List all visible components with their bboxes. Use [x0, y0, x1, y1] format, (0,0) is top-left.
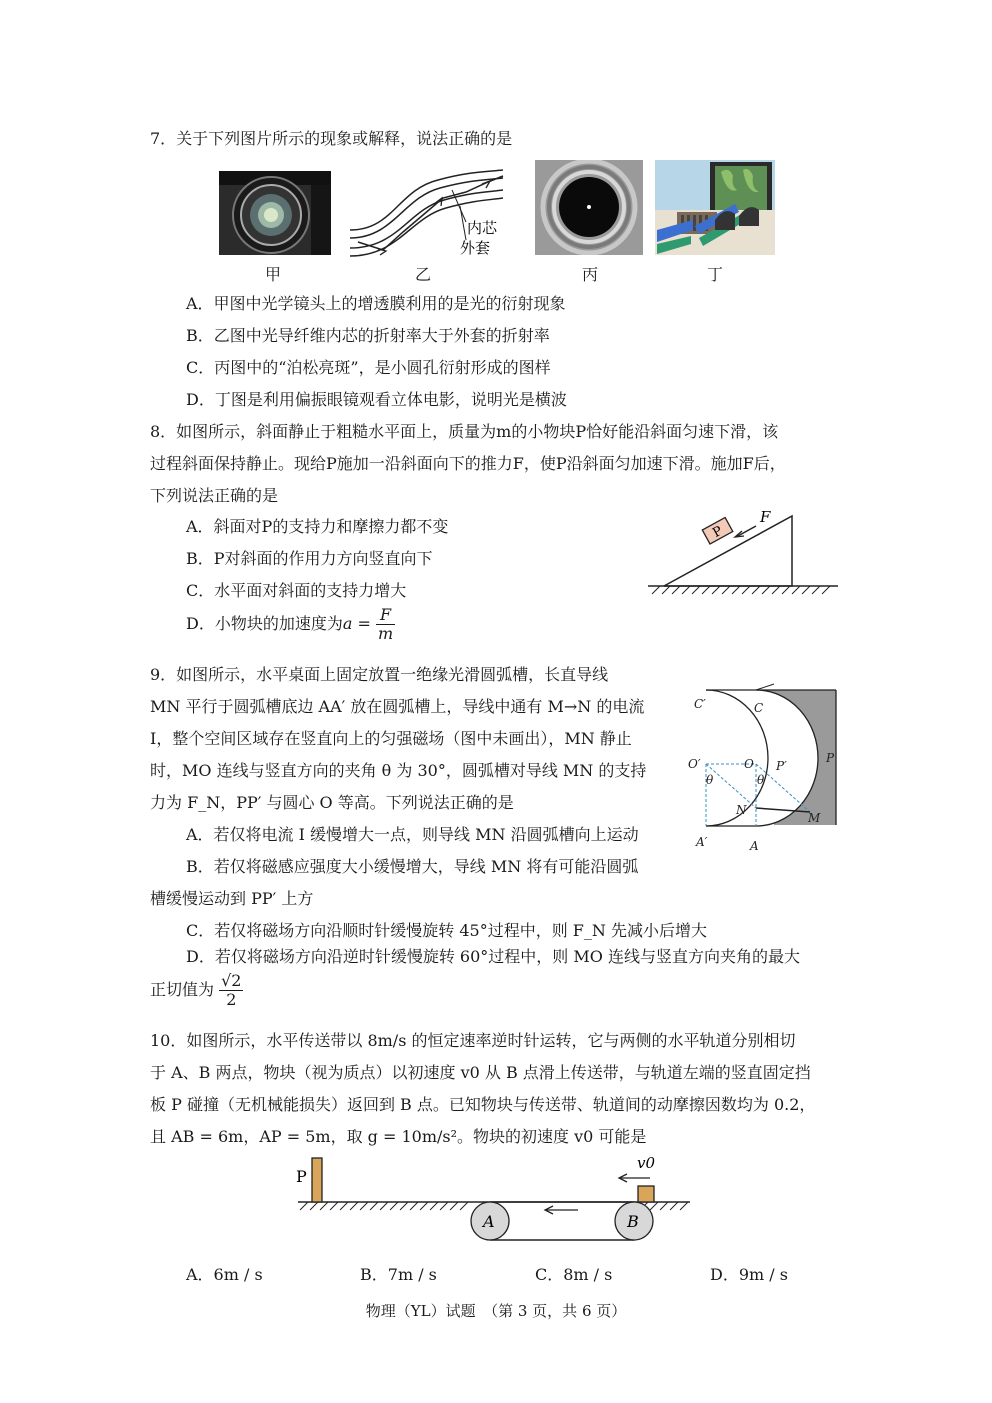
q8-option-d-prefix: D．小物块的加速度为 — [186, 614, 343, 633]
initial-velocity-label: v0 — [637, 1154, 656, 1172]
arc-slot-diagram — [686, 680, 846, 860]
incline-block-label: P — [710, 523, 726, 542]
q8-line-3: 下列说法正确的是 — [150, 486, 279, 505]
q8-line-2: 过程斜面保持静止。现给P施加一沿斜面向下的推力F，使P沿斜面匀加速下滑。施加F后， — [150, 454, 786, 473]
q8-option-d-lhs: a = — [342, 614, 371, 633]
poisson-spot-image — [535, 160, 643, 255]
q10-line-1: 10．如图所示，水平传送带以 8m/s 的恒定速率逆时针运转，它与两侧的水平轨道分别相切 — [150, 1031, 796, 1050]
q9-option-d-tail — [150, 972, 243, 1009]
q7-stem: 7．关于下列图片所示的现象或解释，说法正确的是 — [150, 129, 513, 148]
conveyor-diagram — [290, 1150, 702, 1246]
q7-option-b: B．乙图中光导纤维内芯的折射率大于外套的折射率 — [186, 326, 550, 345]
3d-movie-image — [655, 160, 775, 255]
q10-option-a: A．6m / s — [186, 1265, 263, 1284]
q9-option-d: D．若仅将磁场方向沿逆时针缓慢旋转 60°过程中，则 MO 连线与竖直方向夹角的最大 — [186, 947, 800, 966]
q9-option-b-cont: 槽缓慢运动到 PP′ 上方 — [150, 889, 314, 908]
q10-option-b: B．7m / s — [360, 1265, 437, 1284]
q9-option-d-tail-text: 正切值为 — [150, 980, 215, 999]
fiber-cladding-label: 外套 — [460, 239, 491, 257]
q8-option-c: C．水平面对斜面的支持力增大 — [186, 581, 407, 600]
label-a: A — [750, 839, 759, 853]
q9-line-4: 时，MO 连线与竖直方向的夹角 θ 为 30°，圆弧槽对导线 MN 的支持 — [150, 761, 647, 780]
camera-lens-image — [219, 171, 331, 255]
label-n: N — [736, 803, 747, 817]
q8-line-1: 8．如图所示，斜面静止于粗糙水平面上，质量为m的小物块P恰好能沿斜面匀速下滑，该 — [150, 422, 779, 441]
q9-option-a: A．若仅将电流 I 缓慢增大一点，则导线 MN 沿圆弧槽向上运动 — [186, 825, 639, 844]
label-a-prime: A′ — [696, 835, 708, 849]
q9-fraction-denominator: 2 — [226, 990, 237, 1009]
roller-b-label: B — [627, 1212, 639, 1231]
barrier-label: P — [296, 1167, 307, 1186]
q8-fraction-denominator: m — [377, 624, 394, 643]
label-p-prime: P′ — [776, 759, 787, 773]
fiber-core-label: 内芯 — [467, 219, 498, 237]
q9-line-1: 9．如图所示，水平桌面上固定放置一绝缘光滑圆弧槽，长直导线 — [150, 665, 609, 684]
label-p: P — [826, 751, 835, 765]
caption-ding: 丁 — [707, 265, 724, 284]
q7-option-d: D．丁图是利用偏振眼镜观看立体电影，说明光是横波 — [186, 390, 567, 409]
label-c: C — [754, 701, 764, 715]
q9-fraction-numerator: √2 — [221, 971, 242, 990]
caption-bing: 丙 — [582, 265, 599, 284]
label-c-prime: C′ — [694, 697, 706, 711]
q8-option-d-fraction — [376, 606, 395, 643]
q9-option-c: C．若仅将磁场方向沿顺时针缓慢旋转 45°过程中，则 F_N 先减小后增大 — [186, 921, 707, 940]
q10-line-3: 板 P 碰撞（无机械能损失）返回到 B 点。已知物块与传送带、轨道间的动摩擦因数均为 0.2， — [150, 1095, 816, 1114]
incline-diagram — [648, 508, 838, 600]
roller-a-label: A — [483, 1212, 495, 1231]
incline-force-label: F — [760, 508, 771, 526]
label-o-prime: O′ — [688, 757, 701, 771]
label-m: M — [808, 811, 821, 825]
q7-option-c: C．丙图中的“泊松亮斑”，是小圆孔衍射形成的图样 — [186, 358, 551, 377]
q10-option-c: C．8m / s — [535, 1265, 613, 1284]
q9-option-b: B．若仅将磁感应强度大小缓慢增大，导线 MN 将有可能沿圆弧 — [186, 857, 639, 876]
q10-option-d: D．9m / s — [710, 1265, 788, 1284]
label-theta-left: θ — [706, 773, 714, 787]
q8-option-a: A．斜面对P的支持力和摩擦力都不变 — [186, 517, 449, 536]
q8-fraction-numerator: F — [376, 606, 395, 625]
q9-line-5: 力为 F_N，PP′ 与圆心 O 等高。下列说法正确的是 — [150, 793, 514, 812]
q9-line-2: MN 平行于圆弧槽底边 AA′ 放在圆弧槽上，导线中通有 M→N 的电流 — [150, 697, 645, 716]
q7-option-a: A．甲图中光学镜头上的增透膜利用的是光的衍射现象 — [186, 294, 566, 313]
label-theta-right: θ — [757, 773, 765, 787]
caption-yi: 乙 — [415, 265, 432, 284]
q9-line-3: I，整个空间区域存在竖直向上的匀强磁场（图中未画出），MN 静止 — [150, 729, 632, 748]
q10-line-2: 于 A、B 两点，物块（视为质点）以初速度 v0 从 B 点滑上传送带，与轨道左端的竖直固定挡 — [150, 1063, 811, 1082]
q10-line-4: 且 AB = 6m，AP = 5m，取 g = 10m/s²。物块的初速度 v0 可能是 — [150, 1127, 647, 1146]
q8-option-d — [186, 606, 395, 643]
label-o: O — [744, 757, 754, 771]
optical-fiber-diagram — [348, 160, 508, 260]
q9-option-d-fraction — [219, 972, 243, 1009]
q8-option-b: B．P对斜面的作用力方向竖直向下 — [186, 549, 433, 568]
page-footer: 物理（YL）试题 （第 3 页，共 6 页） — [365, 1302, 627, 1320]
caption-jia: 甲 — [265, 265, 282, 284]
